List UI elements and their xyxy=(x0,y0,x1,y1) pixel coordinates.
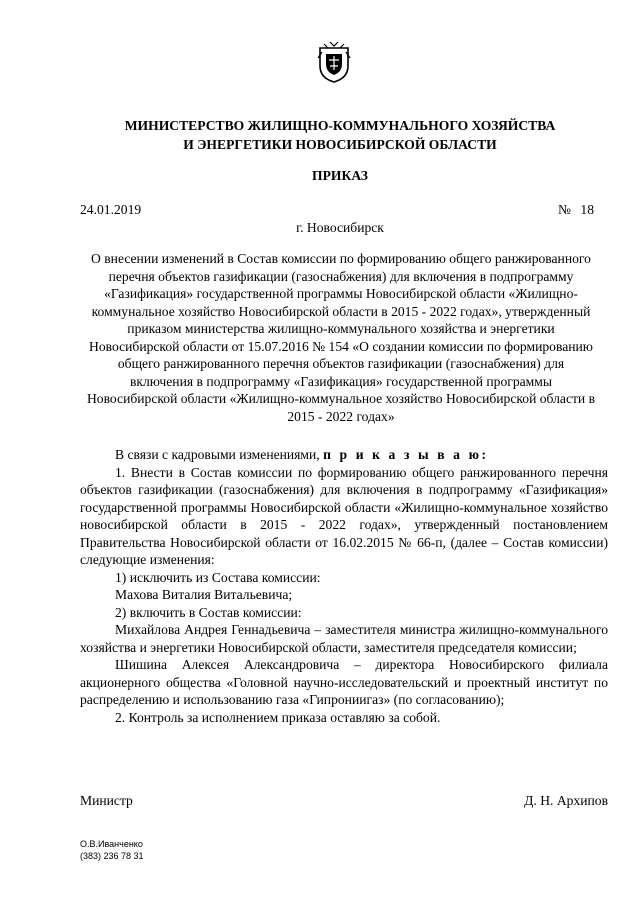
ministry-line-1: МИНИСТЕРСТВО ЖИЛИЩНО-КОММУНАЛЬНОГО ХОЗЯЙСТВА xyxy=(124,118,556,133)
order-body xyxy=(80,446,608,726)
city: г. Новосибирск xyxy=(296,220,384,235)
number-value: 18 xyxy=(580,202,594,217)
intro-emphasis: п р и к а з ы в а ю: xyxy=(323,447,489,462)
executor-name: О.В.Иванченко xyxy=(80,839,143,849)
number-label: № xyxy=(558,202,571,217)
signatory-position: Министр xyxy=(80,793,133,808)
ministry-line-2: И ЭНЕРГЕТИКИ НОВОСИБИРСКОЙ ОБЛАСТИ xyxy=(183,137,497,152)
intro-paragraph xyxy=(80,446,608,464)
order-title: ПРИКАЗ xyxy=(312,168,368,183)
signatory-name: Д. Н. Архипов xyxy=(524,793,608,808)
paragraph-6: Шишина Алексея Александровича – директора Новосибирского филиала акционерного общества «Головной научно-исследовательский и проектный институт по распределению и использованию газа «Гипрониигаз» (по согласованию); xyxy=(80,657,608,707)
paragraph-7: 2. Контроль за исполнением приказа оставляю за собой. xyxy=(115,709,441,725)
intro-text: В связи с кадровыми изменениями, xyxy=(115,447,324,462)
paragraph-2: 1) исключить из Состава комиссии: xyxy=(115,569,321,585)
paragraph-1: 1. Внести в Состав комиссии по формированию общего ранжированного перечня объектов газификации (газоснабжения) для включения в подпрограмму «Газификация» государственной программы Новосибирской области «Жилищно-коммунальное хозяйство новосибирской области в 2015 - 2022 годах», утвержденный постановлением Правительства Новосибирской области от 16.02.2015 № 66-п, (далее – Состав комиссии) следующие изменения: xyxy=(80,464,608,567)
ministry-name xyxy=(60,116,620,154)
paragraph-5: Михайлова Андрея Геннадьевича – заместителя министра жилищно-коммунального хозяйства и энергетики Новосибирской области, заместителя председателя комиссии; xyxy=(80,622,608,655)
order-subject: О внесении изменений в Состав комиссии по формированию общего ранжированного перечня объектов газификации (газоснабжения) для включения в подпрограмму «Газификация» государственной программы Новосибирской области «Жилищно-коммунальное хозяйство Новосибирской области в 2015 - 2022 годах», утвержденный приказом министерства жилищно-коммунального хозяйства и энергетики Новосибирской области от 15.07.2016 № 154 «О создании комиссии по формированию общего ранжированного перечня объектов газификации (газоснабжения) для включения в подпрограмму «Газификация» государственной программы Новосибирской области «Жилищно-коммунальное хозяйство Новосибирской области в 2015 - 2022 годах» xyxy=(86,251,596,424)
coat-of-arms-icon xyxy=(316,40,352,84)
executor-info xyxy=(80,838,144,862)
order-number xyxy=(558,202,594,218)
order-date: 24.01.2019 xyxy=(80,202,142,217)
paragraph-3: Махова Виталия Витальевича; xyxy=(115,587,293,602)
paragraph-4: 2) включить в Состав комиссии: xyxy=(115,604,302,620)
executor-phone: (383) 236 78 31 xyxy=(80,851,144,861)
